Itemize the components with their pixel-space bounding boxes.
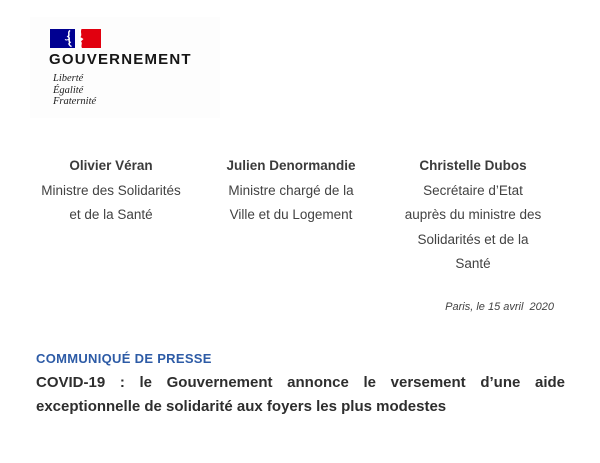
signatory-name: Christelle Dubos [419,158,527,173]
signatory-name: Olivier Véran [69,158,153,173]
dateline: Paris, le 15 avril 2020 [445,301,554,313]
headline-line: COVID-19 : le Gouvernement annonce le versement d’une aide [36,374,565,391]
signatory-title-line: auprès du ministre des [404,207,542,222]
headline-line: exceptionnelle de solidarité aux foyers les plus modestes [36,398,447,415]
flag-blue-block [50,29,75,48]
signatory-christelle-dubos [384,154,562,277]
signatory-name: Julien Denormandie [226,158,356,173]
press-release-kicker: COMMUNIQUÉ DE PRESSE [36,351,212,366]
motto-line: Liberté [53,73,84,84]
signatory-title-line: Solidarités et de la [417,231,529,247]
signatory-title-line: Ville et du Logement [229,207,353,222]
french-flag-icon [50,29,101,48]
government-wordmark: GOUVERNEMENT [49,51,192,68]
signatory-title-line: Santé [455,256,491,271]
signatory-olivier-veran [25,154,197,228]
signatory-title-line: Ministre chargé de la [228,182,354,198]
motto-line: Fraternité [53,96,97,107]
motto-line: Égalité [53,84,84,96]
signatory-title-line: Secrétaire d’Etat [423,182,523,198]
government-logo [30,17,220,118]
motto [53,73,96,108]
signatory-title-line: et de la Santé [69,207,153,222]
headline [36,371,565,419]
signatory-title-line: Ministre des Solidarités [41,182,181,198]
signatory-julien-denormandie [205,154,377,228]
signatories-row [0,154,600,284]
